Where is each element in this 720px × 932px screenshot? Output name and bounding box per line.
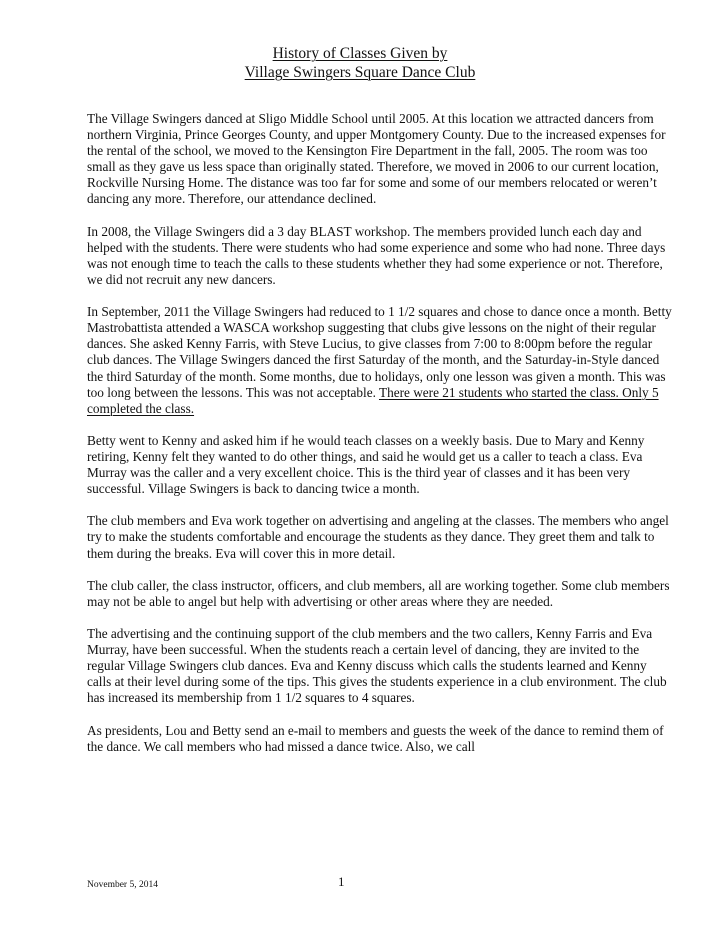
paragraph-advertising-success: The advertising and the continuing support of the club members and the two callers, Kenny Farris and Eva Murray, have been successful. When the students reach a certain level of dancing, they are invited to the regular Village Swingers club dances. Eva and Kenny discuss which calls the students learned and Kenny calls at their level during some of the tips. This gives the students experience in a club environment. The club has increased its membership from 1 1/2 squares to 4 squares.	[87, 626, 667, 706]
paragraph-blast-workshop: In 2008, the Village Swingers did a 3 day BLAST workshop. The members provided lunch each day and helped with the students. There were students who had some experience and some who had none. Three days was not enough time to teach the calls to these students whether they had some experience or not. Therefore, we did not recruit any new dancers.	[87, 223, 666, 287]
paragraph-weekly-classes: Betty went to Kenny and asked him if he would teach classes on a weekly basis. Due to Mary and Kenny retiring, Kenny felt they wanted to do other things, and said he would get us a caller to teach a class. Eva Murray was the caller and a very excellent choice. This is the third year of classes and it has been very successful. Village Swingers is back to dancing twice a month.	[87, 432, 645, 497]
title-line-2: Village Swingers Square Dance Club	[244, 64, 476, 81]
page-number: 1	[338, 874, 345, 889]
document-title	[0, 44, 720, 82]
paragraph-presidents-email: As presidents, Lou and Betty send an e-mail to members and guests the week of the dance to remind them of the dance. We call members who had missed a dance twice. Also, we call	[87, 722, 664, 754]
paragraph-sligo-history: The Village Swingers danced at Sligo Middle School until 2005. At this location we attracted dancers from northern Virginia, Prince Georges County, and upper Montgomery County. Due to the increased expenses for the rental of the school, we moved to the Kensington Fire Department in the fall, 2005. The room was too small as they gave us less space than originally stated. Therefore, we moved in 2006 to our current location, Rockville Nursing Home. The distance was too far for some and some of our members relocated or weren’t dancing any more. Therefore, our attendance declined.	[87, 111, 666, 207]
paragraph-angeling: The club members and Eva work together on advertising and angeling at the classes. The members who angel try to make the students comfortable and encourage the students as they dance. They greet them and talk to them during the breaks. Eva will cover this in more detail.	[87, 513, 669, 561]
paragraph-september-2011-text: In September, 2011 the Village Swingers had reduced to 1 1/2 squares and chose to dance once a month. Betty Mastrobattista attended a WASCA workshop suggesting that clubs give lessons on the night of their regular dances. She asked Kenny Farris, with Steve Lucius, to give classes from 7:00 to 8:00pm before the regular club dances. The Village Swingers danced the first Saturday of the month, and the Saturday-in-Style danced the third Saturday of the month. Some months, due to holidays, only one lesson was given a month. This was too long between the lessons. This was not acceptable.	[87, 304, 672, 400]
paragraph-working-together: The club caller, the class instructor, officers, and club members, all are working together. Some club members may not be able to angel but help with advertising or other areas where they are needed.	[87, 577, 670, 609]
title-line-1: History of Classes Given by	[272, 45, 448, 62]
paragraph-september-2011	[87, 304, 673, 417]
underlined-student-count: There were 21 students who started the class. Only 5 completed the class.	[87, 384, 659, 416]
document-body	[87, 111, 673, 771]
footer-date: November 5, 2014	[87, 880, 158, 890]
